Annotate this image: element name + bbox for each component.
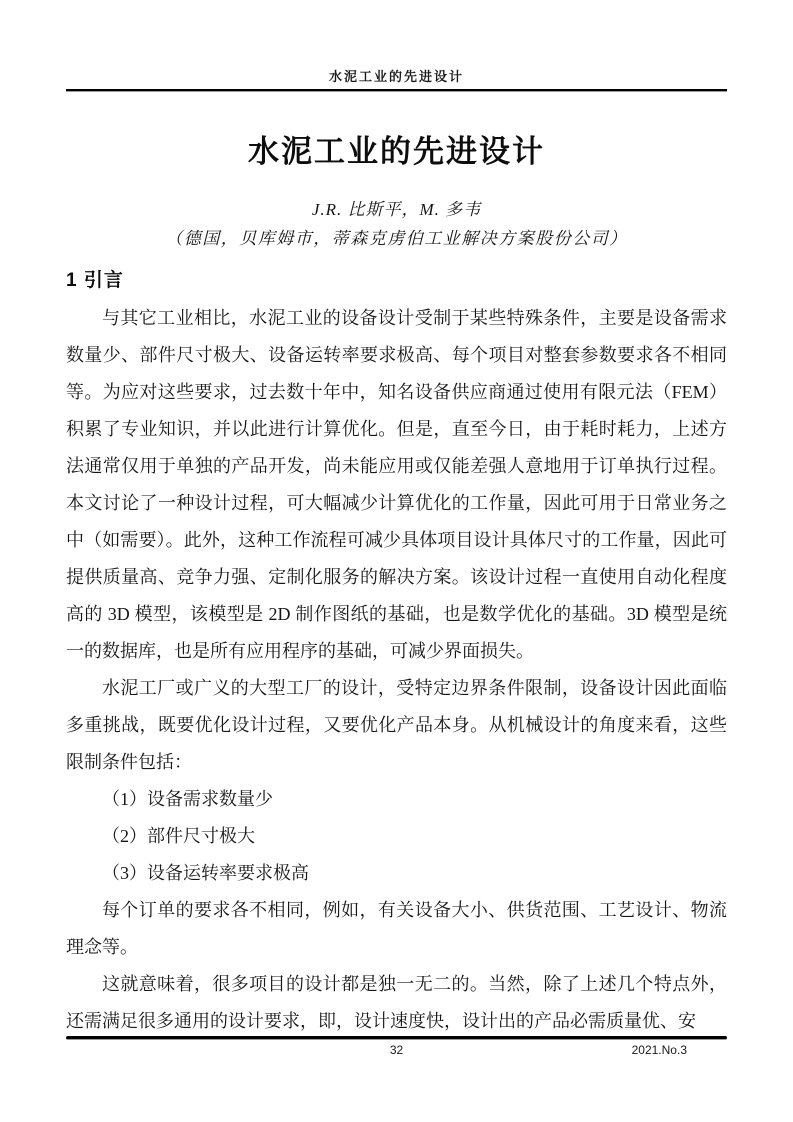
list-item: （1）设备需求数量少 (102, 789, 273, 809)
section-heading-introduction: 1 引言 (66, 270, 124, 291)
list-item: （3）设备运转率要求极高 (102, 863, 309, 883)
footer-divider-rule (66, 1036, 727, 1040)
paragraph: 水泥工厂或广义的大型工厂的设计，受特定边界条件限制，设备设计因此面临多重挑战，既要优化设计过程，又要优化产品本身。从机械设计的角度来看，这些限制条件包括： (66, 678, 727, 772)
paragraph: 每个订单的要求各不相同，例如，有关设备大小、供货范围、工艺设计、物流理念等。 (66, 900, 727, 957)
header-divider-rule (66, 89, 727, 92)
paragraph: 这就意味着，很多项目的设计都是独一无二的。当然，除了上述几个特点外，还需满足很多通用的设计要求，即，设计速度快，设计出的产品必需质量优、安 (66, 974, 727, 1031)
author-byline: J.R. 比斯平，M. 多韦 (311, 200, 482, 219)
page-footer (66, 1043, 727, 1061)
page-number: 32 (389, 1043, 404, 1057)
running-header-title: 水泥工业的先进设计 (328, 69, 464, 84)
issue-number: 2021.No.3 (631, 1043, 687, 1057)
article-body (66, 300, 727, 1040)
list-item: （2）部件尺寸极大 (102, 826, 255, 846)
article-title: 水泥工业的先进设计 (248, 134, 545, 169)
author-affiliation: （德国，贝库姆市，蒂森克虏伯工业解决方案股份公司） (165, 229, 628, 248)
paragraph: 与其它工业相比，水泥工业的设备设计受制于某些特殊条件，主要是设备需求数量少、部件尺寸极大、设备运转率要求极高、每个项目对整套参数要求各不相同等。为应对这些要求，过去数十年中，知名设备供应商通过使用有限元法（FEM）积累了专业知识，并以此进行计算优化。但是，直至今日，由于耗时耗力，上述方法通常仅用于单独的产品开发，尚未能应用或仅能差强人意地用于订单执行过程。本文讨论了一种设计过程，可大幅减少计算优化的工作量，因此可用于日常业务之中（如需要）。此外，这种工作流程可减少具体项目设计具体尺寸的工作量，因此可提供质量高、竞争力强、定制化服务的解决方案。该设计过程一直使用自动化程度高的 3D 模型，该模型是 2D 制作图纸的基础，也是数学优化的基础。3D 模型是统一的数据库，也是所有应用程序的基础，可减少界面损失。 (66, 308, 727, 661)
